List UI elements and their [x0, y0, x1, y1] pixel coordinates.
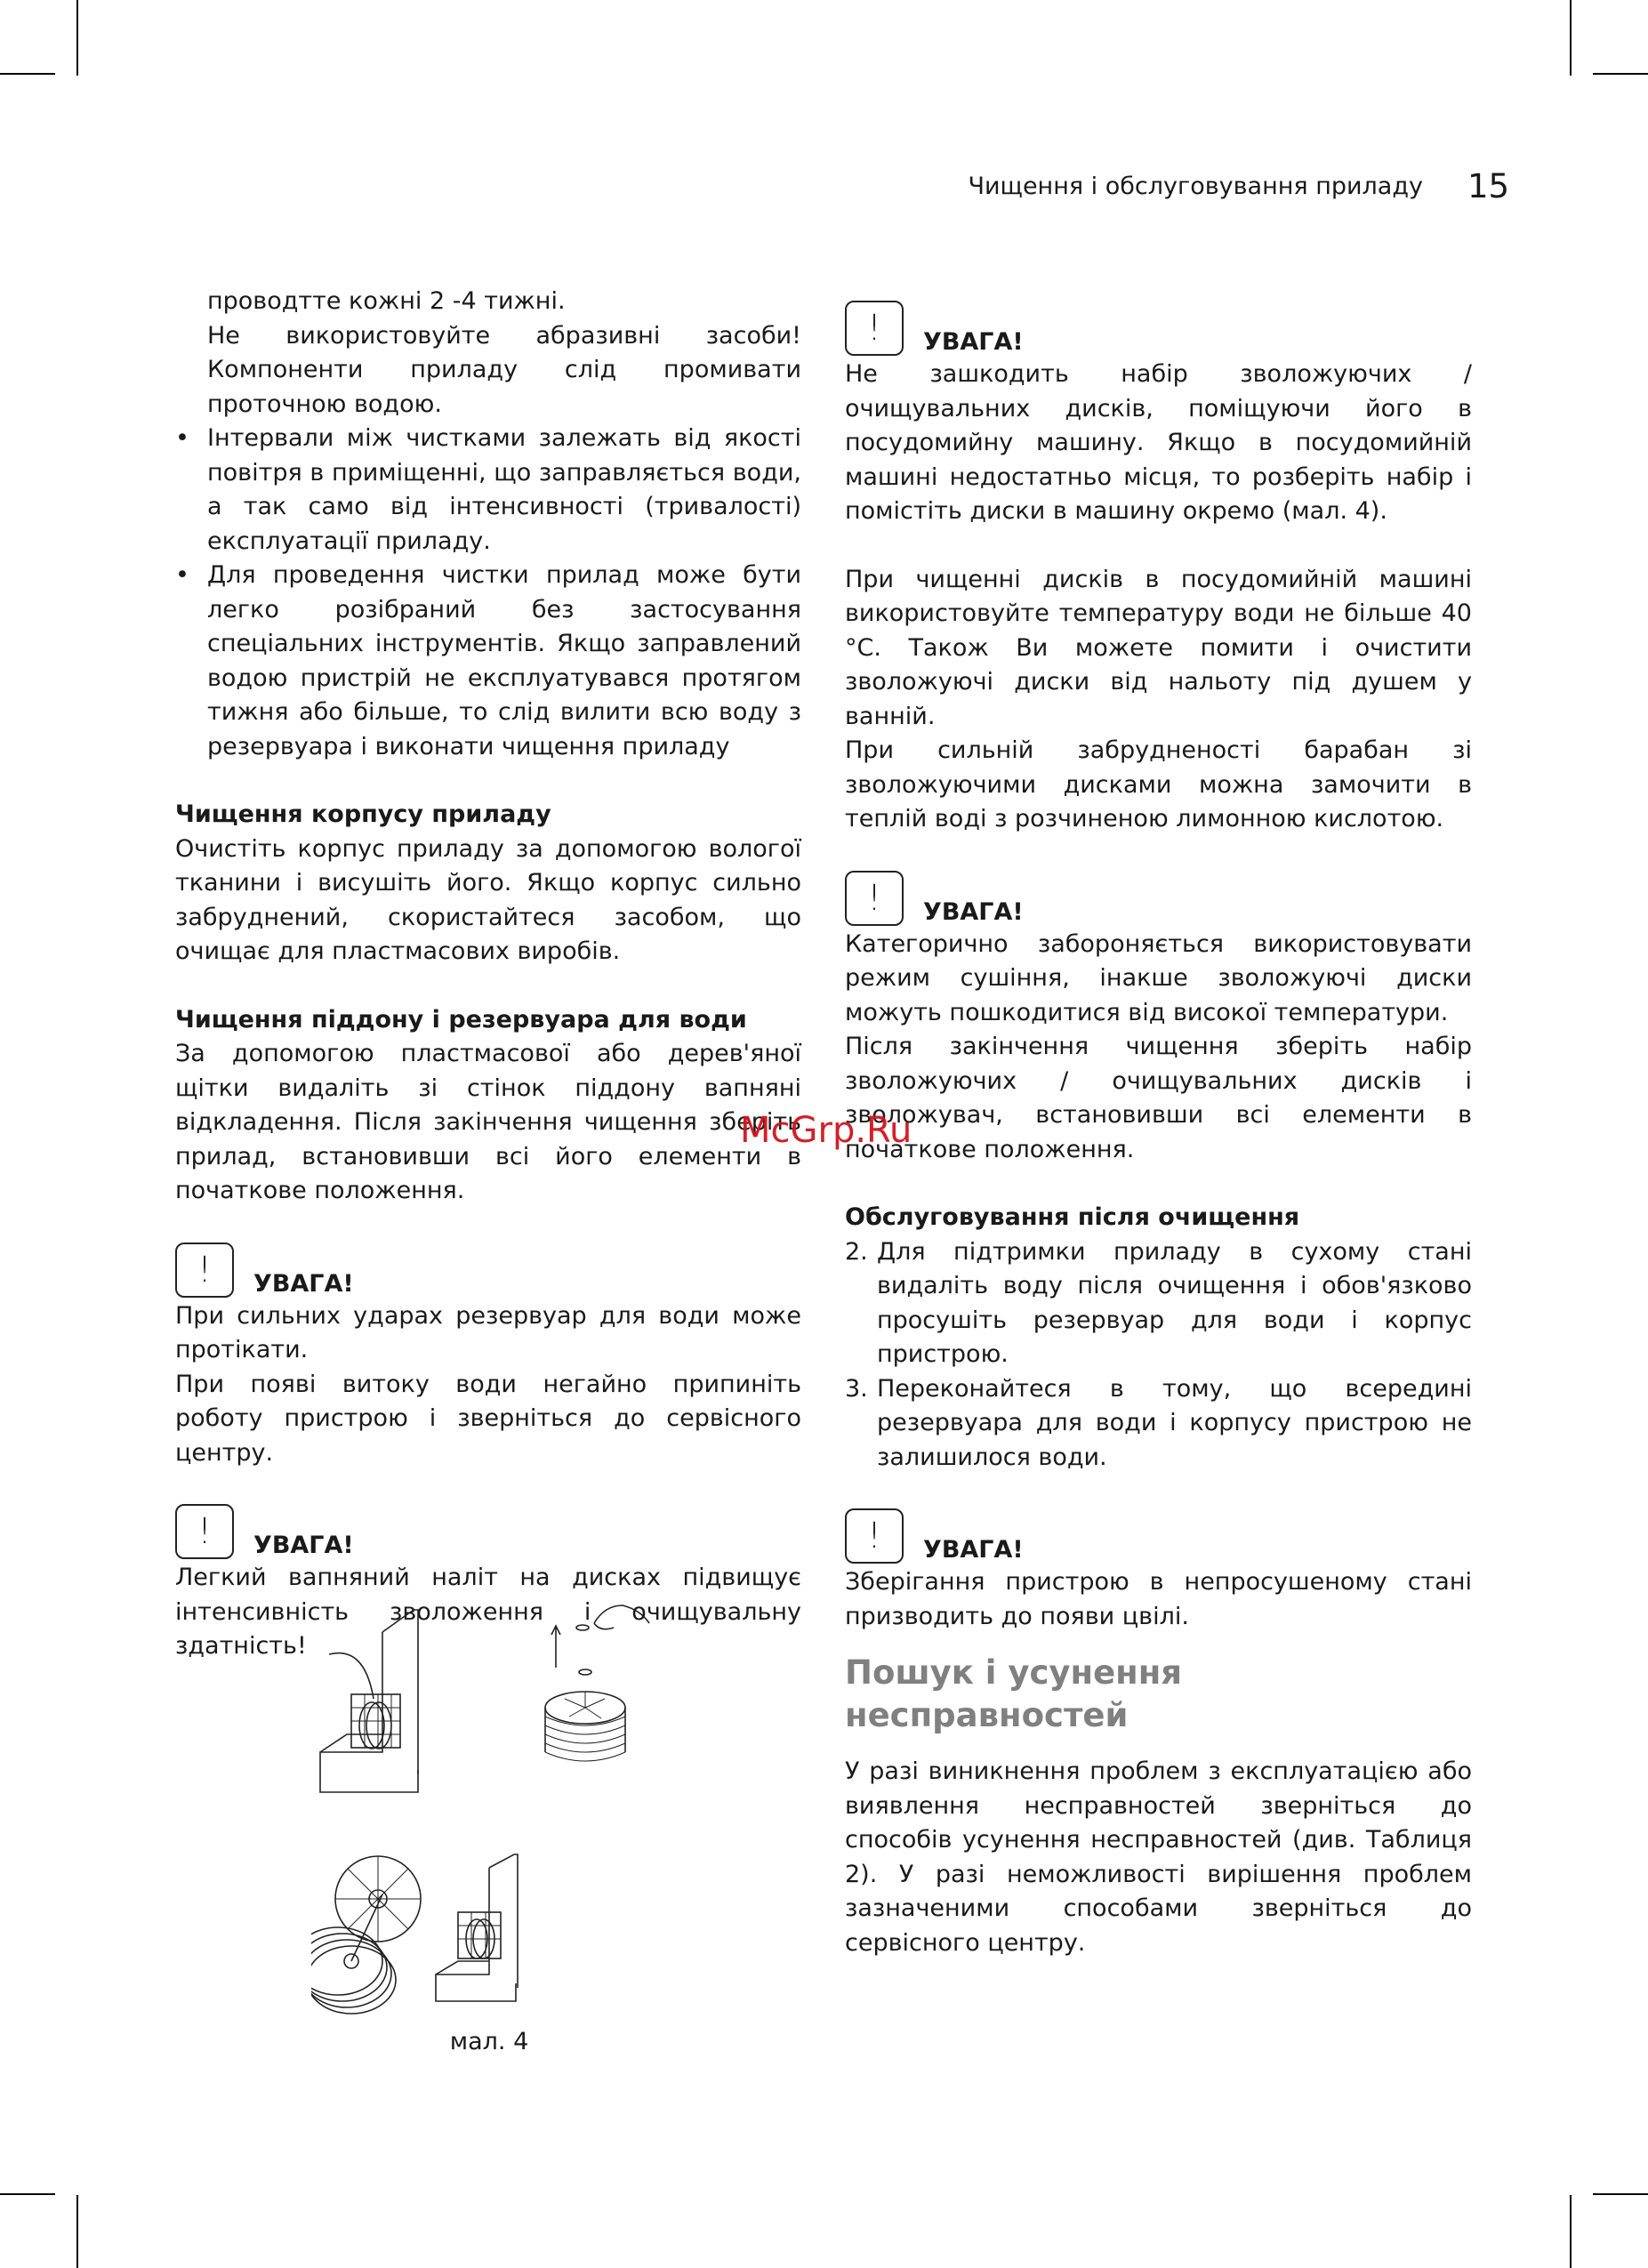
- section-title: Пошук і усунення несправностей: [845, 1653, 1183, 1734]
- numbered-item: [845, 1235, 1472, 1372]
- paragraph: У разі виникнення проблем з експлуатацією або виявлення несправностей зверніться до способів усунення несправностей (див. Таблиця 2). У разі неможливості вирішення проблем зазначеними способами зверніться до сервісного центру.: [845, 1757, 1472, 1957]
- disc-drum-drawing: [311, 1856, 421, 2014]
- paragraph: За допомогою пластмасової або дерев'яної щітки видаліть зі стінок піддону вапняні відкладення. Після закінчення чищення зберіть прилад, встановивши всі його елементи в початкове положення.: [175, 1040, 801, 1204]
- warning-header: [175, 1226, 801, 1298]
- page-number: 15: [1467, 167, 1510, 205]
- section-heading: Чищення піддону і резервуара для води: [175, 1005, 747, 1033]
- item-number: 3.: [845, 1374, 868, 1403]
- list-item-text: Для підтримки приладу в сухому стані видаліть воду після очищення і обов'язково просушіть резервуар для води і корпус пристрою.: [877, 1237, 1472, 1368]
- exclamation-icon: !: [175, 1504, 234, 1559]
- figure-caption: мал. 4: [449, 2028, 529, 2055]
- warning-header: [845, 1492, 1472, 1564]
- paragraph: При сильних ударах резервуар для води може протікати.: [175, 1301, 801, 1363]
- warning-label: УВАГА!: [923, 328, 1024, 356]
- list-item: [175, 559, 801, 764]
- warning-header: [845, 855, 1472, 926]
- paragraph: Легкий вапняний наліт на дисках підвищує інтенсивність зволоження і очищувальну здатність!: [175, 1564, 801, 1660]
- figure-dishwasher-illustration: [311, 1601, 685, 2019]
- list-item-text: Переконайтеся в тому, що всередині резервуара для води і корпусу пристрою не залишилося води.: [877, 1374, 1472, 1471]
- dishwasher-drawing: [436, 1854, 518, 2001]
- warning-header: [845, 285, 1472, 356]
- running-header: Чищення і обслуговування приладу: [968, 173, 1423, 200]
- warning-label: УВАГА!: [253, 1269, 354, 1298]
- item-number: 2.: [845, 1237, 868, 1266]
- left-column: [175, 285, 801, 1664]
- paragraph: Категорично забороняється використовувати режим сушіння, інакше зволожуючі диски можуть пошкодитися від високої температури.: [845, 929, 1472, 1026]
- paragraph: проводтте кожні 2 -4 тижні.: [207, 287, 566, 315]
- crop-mark: [1570, 2195, 1572, 2268]
- dishwasher-drawing: [320, 1610, 418, 1792]
- section-heading: Обслуговування після очищення: [845, 1203, 1300, 1231]
- exclamation-icon: !: [845, 871, 904, 926]
- list-item-text: Інтервали між чистками залежать від якості повітря в приміщенні, що заправляється води, а так само від інтенсивності (тривалості) експлуатації приладу.: [207, 424, 801, 555]
- paragraph: При сильній забрудненості барабан зі зволожуючими дисками можна замочити в теплій воді з розчиненою лимонною кислотою.: [845, 736, 1472, 832]
- exclamation-icon: !: [845, 301, 904, 356]
- crop-mark: [0, 73, 55, 75]
- paragraph: Не використовуйте абразивні засоби! Компоненти приладу слід промивати проточною водою.: [207, 321, 801, 418]
- paragraph: При появі витоку води негайно припиніть роботу пристрою і зверніться до сервісного центру.: [175, 1370, 801, 1467]
- warning-label: УВАГА!: [923, 897, 1024, 926]
- warning-label: УВАГА!: [253, 1532, 354, 1559]
- disc-stack-drawing: [545, 1605, 649, 1761]
- warning-header: [175, 1488, 801, 1559]
- paragraph: Очистіть корпус приладу за допомогою вологої тканини і висушіть його. Якщо корпус сильно забруднений, скористайтеся засобом, що очищає для пластмасових виробів.: [175, 834, 801, 965]
- bullet-icon: •: [175, 561, 189, 589]
- paragraph: Зберігання пристрою в непросушеному стані призводить до появи цвілі.: [845, 1568, 1472, 1630]
- exclamation-icon: !: [845, 1508, 904, 1564]
- exclamation-icon: !: [175, 1243, 234, 1298]
- crop-mark: [1593, 2193, 1648, 2195]
- crop-mark: [0, 2193, 55, 2195]
- list-item-text: Для проведення чистки прилад може бути легко розібраний без застосування спеціальних інструментів. Якщо заправлений водою пристрій не експлуатувався протягом тижня або більше, то слід вилити всю воду з резервуара і виконати чищення приладу: [207, 561, 801, 760]
- watermark: McGrp.Ru: [740, 1110, 912, 1151]
- paragraph: Після закінчення чищення зберіть набір зволожуючих / очищувальних дисків і зволожувач, встановивши всі елементи в початкове положення.: [845, 1033, 1472, 1163]
- numbered-item: [845, 1372, 1472, 1476]
- section-heading: Чищення корпусу приладу: [175, 800, 551, 828]
- crop-mark: [1570, 0, 1572, 76]
- list-item: [175, 422, 801, 559]
- warning-label: УВАГА!: [923, 1536, 1024, 1564]
- paragraph: При чищенні дисків в посудомийній машині використовуйте температуру води не більше 40 °С. Також Ви можете помити і очистити зволожуючі диски від нальоту під душем у ванній.: [845, 565, 1472, 730]
- paragraph: Не зашкодить набір зволожуючих / очищувальних дисків, поміщуючи його в посудомийну машину. Якщо в посудомийній машині недостатньо місця, то розберіть набір і помістіть диски в машину окремо (мал. 4).: [845, 360, 1472, 525]
- right-column: [845, 285, 1472, 1960]
- crop-mark: [76, 2195, 78, 2268]
- bullet-icon: •: [175, 424, 189, 452]
- crop-mark: [76, 0, 78, 76]
- crop-mark: [1593, 73, 1648, 75]
